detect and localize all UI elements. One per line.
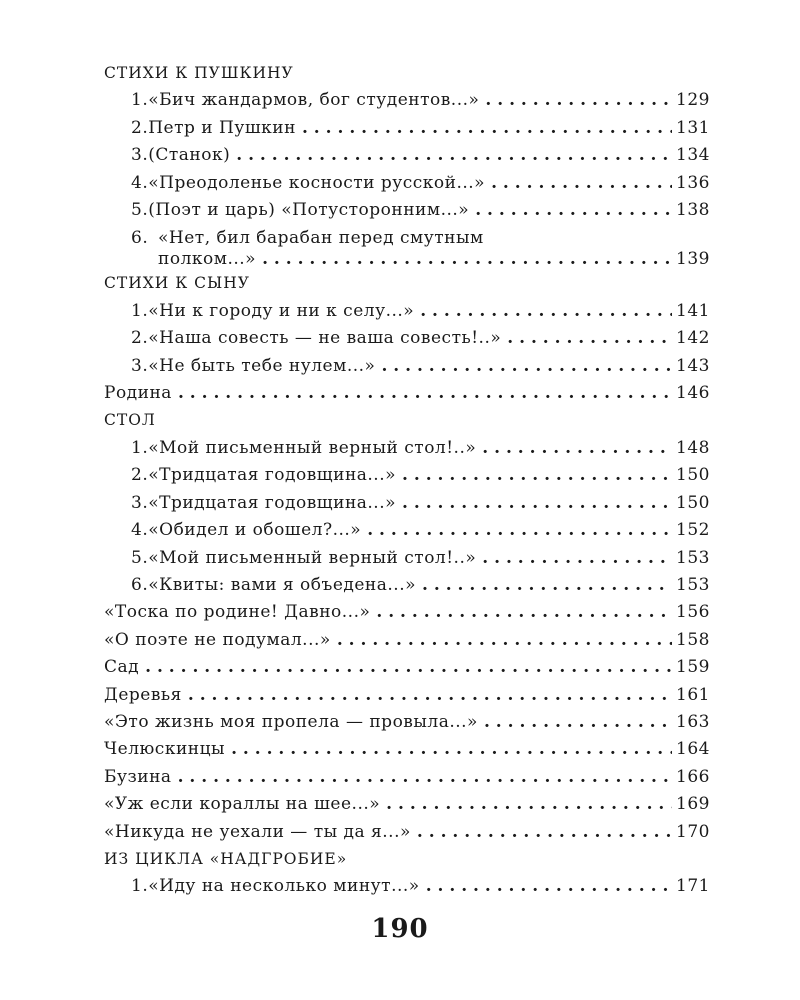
entry-page: 152: [676, 520, 710, 541]
dot-leader: [476, 435, 672, 462]
entry-title: Деревья: [104, 684, 182, 705]
entry-number: 6.: [131, 228, 149, 249]
entry-page: 142: [676, 328, 710, 349]
toc-entry: [104, 545, 710, 572]
entry-number: 4.: [131, 172, 149, 193]
dot-leader: [225, 736, 672, 763]
toc-entry: [104, 627, 710, 654]
entry-title-line2: полком...»: [158, 249, 257, 270]
entry-page: 138: [676, 200, 710, 221]
entry-number: 1.: [131, 437, 149, 458]
entry-title: «Уж если кораллы на шее...»: [104, 794, 381, 815]
entry-page: 139: [676, 249, 710, 270]
entry-page: 146: [676, 383, 710, 404]
dot-leader: [479, 87, 672, 114]
dot-leader: [416, 572, 672, 599]
toc-entry: [104, 764, 710, 791]
toc-entry: [104, 353, 710, 380]
dot-leader: [230, 142, 672, 169]
section-heading: СТИХИ К ПУШКИНУ: [104, 64, 294, 82]
entry-page: 163: [676, 711, 710, 732]
entry-number: 5.: [131, 200, 149, 221]
toc-entry: [104, 819, 710, 846]
entry-title: «Тоска по родине! Давно...»: [104, 602, 371, 623]
entry-page: 129: [676, 90, 710, 111]
dot-leader: [182, 682, 672, 709]
entry-number: 3.: [131, 492, 149, 513]
entry-title: «Мой письменный верный стол!..»: [148, 547, 477, 568]
entry-page: 141: [676, 300, 710, 321]
entry-title: «Мой письменный верный стол!..»: [148, 437, 477, 458]
toc-entry: [104, 709, 710, 736]
entry-number: 5.: [131, 547, 149, 568]
dot-leader: [469, 197, 672, 224]
page-number: 190: [371, 914, 429, 944]
entry-page: 153: [676, 574, 710, 595]
dot-leader: [501, 325, 672, 352]
dot-leader: [485, 170, 672, 197]
dot-leader: [380, 791, 672, 818]
entry-page: 136: [676, 172, 710, 193]
entry-number: 1.: [131, 90, 149, 111]
toc-entry: [104, 380, 710, 407]
entry-page: 161: [676, 684, 710, 705]
entry-number: 1.: [131, 876, 149, 897]
entry-title: «Обидел и обошел?...»: [148, 520, 362, 541]
entry-title: Бузина: [104, 766, 172, 787]
entry-page: 159: [676, 657, 710, 678]
toc-entry: [104, 87, 710, 114]
entry-title: «Тридцатая годовщина...»: [148, 465, 397, 486]
entry-page: 170: [676, 821, 710, 842]
toc-entry: [104, 462, 710, 489]
entry-page: 158: [676, 629, 710, 650]
dot-leader: [139, 654, 672, 681]
toc-entry: [104, 490, 710, 517]
entry-number: 2.: [131, 328, 149, 349]
entry-number: 2.: [131, 117, 149, 138]
section-heading: СТОЛ: [104, 411, 156, 430]
entry-title: «О поэте не подумал...»: [104, 629, 331, 650]
entry-number: 6.: [131, 574, 149, 595]
entry-number: 3.: [131, 355, 149, 376]
entry-number: 2.: [131, 465, 149, 486]
dot-leader: [172, 764, 672, 791]
entry-page: 131: [676, 117, 710, 138]
toc-entry: [104, 572, 710, 599]
table-of-contents: [104, 60, 710, 901]
section-heading: ИЗ ЦИКЛА «НАДГРОБИЕ»: [104, 849, 348, 868]
entry-title: Петр и Пушкин: [148, 117, 296, 138]
dot-leader: [172, 380, 672, 407]
entry-title: Сад: [104, 657, 140, 678]
toc-entry: [104, 654, 710, 681]
entry-title: Челюскинцы: [104, 739, 226, 760]
entry-title: Родина: [104, 383, 172, 404]
toc-entry-multiline: [104, 228, 710, 248]
dot-leader: [396, 462, 672, 489]
toc-entry: [104, 115, 710, 142]
toc-entry: [104, 599, 710, 626]
toc-entry: [104, 736, 710, 763]
dot-leader: [375, 353, 672, 380]
entry-page: 164: [676, 739, 710, 760]
entry-title: «Не быть тебе нулем...»: [148, 355, 376, 376]
dot-leader: [396, 490, 672, 517]
dot-leader: [411, 819, 672, 846]
entry-page: 150: [676, 492, 710, 513]
dot-leader: [478, 709, 672, 736]
entry-page: 169: [676, 794, 710, 815]
entry-page: 171: [676, 876, 710, 897]
toc-entry: [104, 170, 710, 197]
entry-title: «Преодоленье косности русской...»: [148, 172, 486, 193]
entry-title: «Тридцатая годовщина...»: [148, 492, 397, 513]
toc-entry-continuation: [104, 248, 710, 270]
entry-page: 166: [676, 766, 710, 787]
entry-number: 3.: [131, 145, 149, 166]
toc-entry: [104, 682, 710, 709]
toc-entry: [104, 873, 710, 900]
dot-leader: [420, 873, 672, 900]
entry-page: 143: [676, 355, 710, 376]
toc-entry: [104, 298, 710, 325]
entry-number: 1.: [131, 300, 149, 321]
toc-entry: [104, 791, 710, 818]
entry-page: 153: [676, 547, 710, 568]
entry-page: 150: [676, 465, 710, 486]
entry-title: «Никуда не уехали — ты да я...»: [104, 821, 411, 842]
entry-title: (Станок): [148, 145, 231, 166]
entry-title: «Ни к городу и ни к селу...»: [148, 300, 415, 321]
dot-leader: [414, 298, 672, 325]
entry-page: 134: [676, 145, 710, 166]
toc-entry: [104, 325, 710, 352]
entry-title-line1: «Нет, бил барабан перед смутным: [158, 228, 484, 249]
entry-number: 4.: [131, 520, 149, 541]
entry-page: 156: [676, 602, 710, 623]
entry-title: «Это жизнь моя пропела — провыла...»: [104, 711, 478, 732]
dot-leader: [331, 627, 672, 654]
dot-leader: [296, 115, 672, 142]
entry-title: «Наша совесть — не ваша совесть!..»: [148, 328, 502, 349]
toc-entry: [104, 517, 710, 544]
entry-page: 148: [676, 437, 710, 458]
entry-title: «Иду на несколько минут...»: [148, 876, 420, 897]
dot-leader: [256, 248, 672, 270]
entry-title: «Квиты: вами я объедена...»: [148, 574, 417, 595]
toc-entry: [104, 142, 710, 169]
section-heading: СТИХИ К СЫНУ: [104, 274, 250, 293]
entry-title: «Бич жандармов, бог студентов...»: [148, 90, 480, 111]
dot-leader: [361, 517, 672, 544]
toc-entry: [104, 197, 710, 224]
dot-leader: [370, 599, 672, 626]
toc-entry: [104, 435, 710, 462]
dot-leader: [476, 545, 672, 572]
entry-title: (Поэт и царь) «Потусторонним...»: [148, 200, 470, 221]
